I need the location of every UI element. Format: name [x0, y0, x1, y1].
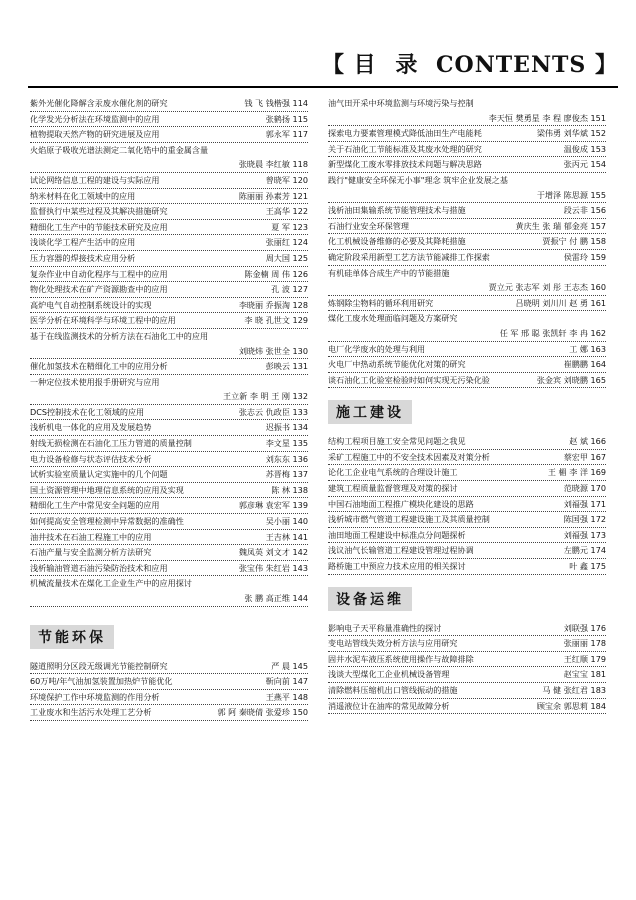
authors-page: 刘晓炜 张世全 130 [238, 345, 308, 356]
article-title: 浅析机电一体化的应用及发展趋势 [30, 422, 152, 433]
article-title: 路桥施工中预应力技术应用的相关探讨 [328, 561, 466, 572]
article-title: DCS控制技术在化工领域的应用 [30, 406, 145, 417]
article-title: 关于石油化工节能标准及其废水处理的研究 [328, 143, 482, 154]
article-title: 消遥液位计在油库的常见故障分析 [328, 700, 450, 711]
authors-page: 贾振宁 付 鹏 158 [542, 236, 606, 247]
authors-page: 于增泽 陈思源 155 [536, 189, 606, 200]
authors-page: 张丽丽 178 [563, 638, 606, 649]
toc-entry[interactable] [328, 157, 606, 173]
article-title: 工业废水和生活污水处理工艺分析 [30, 707, 152, 718]
section-list [30, 659, 308, 721]
toc-entry[interactable] [30, 329, 308, 359]
article-title: 高炉电气自动控制系统设计的实现 [30, 299, 152, 310]
article-title: 谈石油化工化验室检验时如何实现无污染化验 [328, 374, 490, 385]
article-title: 结构工程项目施工安全常见问题之我见 [328, 436, 466, 447]
right-main-list [328, 96, 606, 388]
toc-entry[interactable] [30, 267, 308, 283]
toc-entry[interactable] [30, 405, 308, 421]
article-title: 复杂作业中自动化程序与工程中的应用 [30, 268, 168, 279]
toc-entry[interactable] [30, 452, 308, 468]
authors-page: 彭映云 131 [265, 361, 308, 372]
authors-page: 张丽红 124 [265, 237, 308, 248]
toc-entry[interactable] [30, 420, 308, 436]
toc-entry[interactable] [30, 674, 308, 690]
authors-page: 王高华 122 [265, 206, 308, 217]
toc-entry[interactable] [30, 251, 308, 267]
section-heading: 施工建设 [328, 400, 412, 424]
right-bracket: 】 [594, 52, 618, 78]
authors-page: 陈丽丽 孙素芳 121 [238, 190, 308, 201]
authors-page: 郭 阿 秦晓倩 张爱珍 150 [217, 707, 308, 718]
authors-page: 陈国强 172 [563, 514, 606, 525]
contents-header [322, 48, 618, 82]
authors-page: 王吉林 141 [265, 531, 308, 542]
right-column [328, 96, 606, 714]
toc-entry[interactable] [30, 483, 308, 499]
toc-entry[interactable] [328, 203, 606, 219]
authors-page: 侯雷玲 159 [563, 251, 606, 262]
authors-page: 李天恒 樊勇星 李 程 廖俊杰 151 [488, 112, 606, 123]
authors-page: 任 军 邢 聪 张凯轩 李 冉 162 [499, 327, 606, 338]
authors-page: 陈金楠 周 伟 126 [244, 268, 308, 279]
authors-page: 黄庆生 张 瑞 郁金亮 157 [515, 220, 606, 231]
toc-entry[interactable] [30, 173, 308, 189]
toc-entry[interactable] [328, 621, 606, 637]
authors-page: 赵宝宝 181 [563, 669, 606, 680]
article-title: 浅析输油管道石油污染防治技术和应用 [30, 562, 168, 573]
left-main-list [30, 96, 308, 607]
toc-entry[interactable] [30, 436, 308, 452]
authors-page: 刘福强 173 [563, 529, 606, 540]
toc-entry[interactable] [328, 434, 606, 450]
article-title: 催化加氢技术在精细化工中的应用分析 [30, 361, 168, 372]
toc-entry[interactable] [30, 467, 308, 483]
authors-page: 张宝伟 朱红岩 143 [238, 562, 308, 573]
toc-entry[interactable] [30, 298, 308, 314]
article-title: 建筑工程质量监督管理及对策的探讨 [328, 483, 458, 494]
left-column [30, 96, 308, 721]
authors-page: 靳向前 147 [265, 676, 308, 687]
authors-page: 夏 军 123 [271, 221, 308, 232]
article-title: 浅谈大型煤化工企业机械设备管理 [328, 669, 450, 680]
toc-entry[interactable] [30, 204, 308, 220]
authors-page: 吴小丽 140 [265, 516, 308, 527]
article-title: 火焰原子吸收光谱法测定二氧化锆中的重金属含量 [30, 144, 209, 155]
toc-entry[interactable] [30, 498, 308, 514]
authors-page: 钱 飞 钱楷强 114 [244, 98, 308, 108]
article-title: 炼钢除尘物料的循环利用研究 [328, 297, 434, 308]
authors-page: 左鹏元 174 [563, 545, 606, 556]
toc-entry[interactable] [328, 311, 606, 341]
toc-entry[interactable] [30, 690, 308, 706]
article-title: 油井技术在石油工程施工中的应用 [30, 531, 152, 542]
authors-page: 王立新 李 明 王 刚 132 [223, 391, 308, 402]
article-title: 压力容器的焊接技术应用分析 [30, 252, 136, 263]
authors-page: 张 鹏 高正维 144 [244, 593, 308, 603]
toc-entry[interactable] [328, 373, 606, 389]
article-title: 试论网络信息工程的建设与实际应用 [30, 174, 160, 185]
article-title: 纳米材料在化工领域中的应用 [30, 190, 136, 201]
toc-entry[interactable] [328, 219, 606, 235]
toc-entry[interactable] [328, 497, 606, 513]
toc-entry[interactable] [328, 512, 606, 528]
left-bracket: 【 [321, 52, 345, 78]
toc-entry[interactable] [30, 112, 308, 128]
toc-entry[interactable] [328, 699, 606, 715]
article-title: 油田地面工程建设中标准点分问题探析 [328, 529, 466, 540]
authors-page: 贾立元 张志军 刘 彤 王志杰 160 [488, 282, 606, 293]
authors-page: 吕晓明 刘川川 赵 勇 161 [515, 297, 606, 308]
authors-page: 王燕平 148 [265, 691, 308, 702]
toc-entry[interactable] [328, 342, 606, 358]
article-title: 基于在线监测技术的分析方法在石油化工中的应用 [30, 330, 209, 341]
article-title: 践行"健康安全环保无小事"理念 筑牢企业发展之基 [328, 174, 508, 185]
article-title: 石油行业安全环保管理 [328, 220, 409, 231]
section-list [328, 434, 606, 574]
section-heading: 设备运维 [328, 587, 412, 611]
authors-page: 苏晋梅 137 [265, 469, 308, 480]
article-title: 煤化工废水处理面临问题及方案研究 [328, 313, 458, 324]
authors-page: 迟振书 134 [265, 422, 308, 433]
article-title: 隧道照明分区段无级调光节能控制研究 [30, 660, 168, 671]
toc-entry[interactable] [328, 636, 606, 652]
authors-page: 王 楣 李 洋 169 [547, 467, 606, 478]
toc-entry[interactable] [328, 266, 606, 296]
authors-page: 严 晨 145 [271, 660, 308, 671]
authors-page: 张志云 仇政臣 133 [238, 406, 308, 417]
article-title: 如何提高安全管理检测中异常数据的准确性 [30, 516, 184, 527]
header-title-en: CONTENTS [436, 52, 587, 78]
article-title: 浅析城市燃气管道工程建设施工及其质量控制 [328, 514, 490, 525]
toc-entry[interactable] [328, 652, 606, 668]
article-title: 影响电子天平称量准确性的探讨 [328, 622, 442, 633]
toc-entry[interactable] [30, 359, 308, 375]
section-heading: 节能环保 [30, 625, 114, 649]
authors-page: 段云非 156 [563, 205, 606, 216]
article-title: 浅析油田集输系统节能管理技术与措施 [328, 205, 466, 216]
authors-page: 周大国 125 [265, 252, 308, 263]
header-title-cn: 目 录 [353, 52, 424, 78]
authors-page: 张鹤扬 115 [265, 113, 308, 124]
toc-entry[interactable] [328, 96, 606, 126]
toc-entry[interactable] [30, 545, 308, 561]
article-title: 探索电力要素管理模式降低油田生产电能耗 [328, 128, 482, 139]
authors-page: 崔鹏鹏 164 [563, 359, 606, 370]
toc-entry[interactable] [30, 514, 308, 530]
toc-entry[interactable] [328, 450, 606, 466]
authors-page: 李晓丽 乔振淘 128 [238, 299, 308, 310]
toc-entry[interactable] [328, 173, 606, 203]
authors-page: 叶 鑫 175 [569, 561, 606, 572]
authors-page: 张晓晨 李红敏 118 [238, 159, 308, 170]
article-title: 变电站管线失效分析方法与应用研究 [328, 638, 458, 649]
toc-entry[interactable] [30, 189, 308, 205]
article-title: 有机硅单体合成生产中的节能措施 [328, 267, 450, 278]
toc-entry[interactable] [30, 282, 308, 298]
authors-page: 李文星 135 [265, 438, 308, 449]
authors-page: 马 健 张红君 183 [542, 685, 606, 695]
toc-entry[interactable] [328, 465, 606, 481]
article-title: 新型煤化工废水零排放技术问题与解决思路 [328, 159, 482, 170]
article-title: 监督执行中某些过程及其解决措施研究 [30, 206, 168, 217]
authors-page: 温俊成 153 [563, 143, 606, 154]
article-title: 试析实验室质量认定实施中的几个问题 [30, 469, 168, 480]
toc-entry[interactable] [328, 683, 606, 699]
article-title: 论化工企业电气系统的合理设计施工 [328, 467, 458, 478]
toc-entry[interactable] [30, 235, 308, 251]
article-title: 化学发光分析法在环境监测中的应用 [30, 113, 160, 124]
toc-entry[interactable] [30, 530, 308, 546]
article-title: 中国石油地面工程推广模块化建设的思路 [328, 498, 474, 509]
article-title: 确定阶段采用新型工艺方法节能减排工作探索 [328, 251, 490, 262]
authors-page: 蔡宏甲 167 [563, 451, 606, 462]
authors-page: 梁伟勇 刘华斌 152 [536, 128, 606, 139]
authors-page: 张丙元 154 [563, 159, 606, 170]
authors-page: 刘福强 171 [563, 498, 606, 509]
toc-entry[interactable] [30, 313, 308, 329]
toc-entry[interactable] [328, 296, 606, 312]
toc-entry[interactable] [328, 528, 606, 544]
article-title: 电厂化学废水的处理与利用 [328, 343, 426, 354]
toc-entry[interactable] [328, 250, 606, 266]
article-title: 油气田开采中环境监测与环境污染与控制 [328, 98, 474, 108]
authors-page: 郭永军 117 [265, 129, 308, 140]
toc-entry[interactable] [328, 234, 606, 250]
article-title: 石油产量与安全监测分析方法研究 [30, 547, 152, 558]
toc-entry[interactable] [328, 667, 606, 683]
article-title: 60万吨/年气油加氢装置加热炉节能优化 [30, 676, 173, 687]
article-title: 精细化工生产中的节能技术研究及应用 [30, 221, 168, 232]
authors-page: 范晓源 170 [563, 483, 606, 494]
toc-entry[interactable] [30, 659, 308, 675]
authors-page: 孔 波 127 [271, 284, 308, 295]
authors-page: 张金宾 刘晓鹏 165 [536, 374, 606, 385]
header-rule [28, 86, 618, 88]
article-title: 植物提取天然产物的研究进展及应用 [30, 129, 160, 140]
authors-page: 王红顺 179 [563, 653, 606, 664]
article-title: 采矿工程施工中的不安全技术因素及对策分析 [328, 451, 490, 462]
article-title: 一种定位技术使用报手册研究与应用 [30, 376, 160, 387]
article-title: 精细化工生产中常见安全问题的应用 [30, 500, 160, 511]
article-title: 清除燃料压缩机出口管线振动的措施 [328, 685, 458, 695]
toc-entry[interactable] [328, 142, 606, 158]
toc-entry[interactable] [328, 543, 606, 559]
article-title: 浅谈化学工程产生活中的应用 [30, 237, 136, 248]
article-title: 火电厂中热动系统节能优化对策的研究 [328, 359, 466, 370]
article-title: 国土资源管理中地理信息系统的应用及实现 [30, 484, 184, 495]
toc-entry[interactable] [30, 127, 308, 143]
authors-page: 刘联强 176 [563, 622, 606, 633]
authors-page: 魏凤英 刘文才 142 [238, 547, 308, 558]
article-title: 环境保护工作中环境监测的作用分析 [30, 691, 160, 702]
toc-entry[interactable] [328, 559, 606, 575]
article-title: 机械流量技术在煤化工企业生产中的应用探讨 [30, 578, 192, 589]
authors-page: 李 晓 孔世文 129 [244, 315, 308, 326]
authors-page: 刘东东 136 [265, 453, 308, 464]
toc-entry[interactable] [30, 561, 308, 577]
article-title: 浅议油气长输管道工程建设管理过程协调 [328, 545, 474, 556]
article-title: 化工机械设备维修的必要及其降耗措施 [328, 236, 466, 247]
article-title: 紫外光催化降解含汞废水催化剂的研究 [30, 98, 168, 108]
toc-entry[interactable] [30, 375, 308, 405]
authors-page: 工 娜 163 [569, 343, 606, 354]
toc-entry[interactable] [328, 481, 606, 497]
section-list [328, 621, 606, 715]
toc-entry[interactable] [30, 705, 308, 721]
toc-entry[interactable] [328, 357, 606, 373]
authors-page: 陈 林 138 [271, 484, 308, 495]
toc-entry[interactable] [30, 143, 308, 173]
toc-entry[interactable] [30, 96, 308, 112]
toc-entry[interactable] [30, 576, 308, 606]
authors-page: 赵 斌 166 [569, 436, 606, 447]
article-title: 固井水泥车液压系统使用操作与故障排除 [328, 653, 474, 664]
article-title: 物化处理技术在矿产资源勘查中的应用 [30, 284, 168, 295]
article-title: 医学分析在环境科学与环境工程中的应用 [30, 315, 176, 326]
authors-page: 曾晓军 120 [265, 174, 308, 185]
article-title: 射线无损检测在石油化工压力管道的质量控制 [30, 438, 192, 449]
authors-page: 顾宝余 郭思莉 184 [536, 700, 606, 711]
article-title: 电力设备检修与状态评估技术分析 [30, 453, 152, 464]
authors-page: 郭彦琳 袁宏军 139 [238, 500, 308, 511]
toc-entry[interactable] [328, 126, 606, 142]
toc-entry[interactable] [30, 220, 308, 236]
